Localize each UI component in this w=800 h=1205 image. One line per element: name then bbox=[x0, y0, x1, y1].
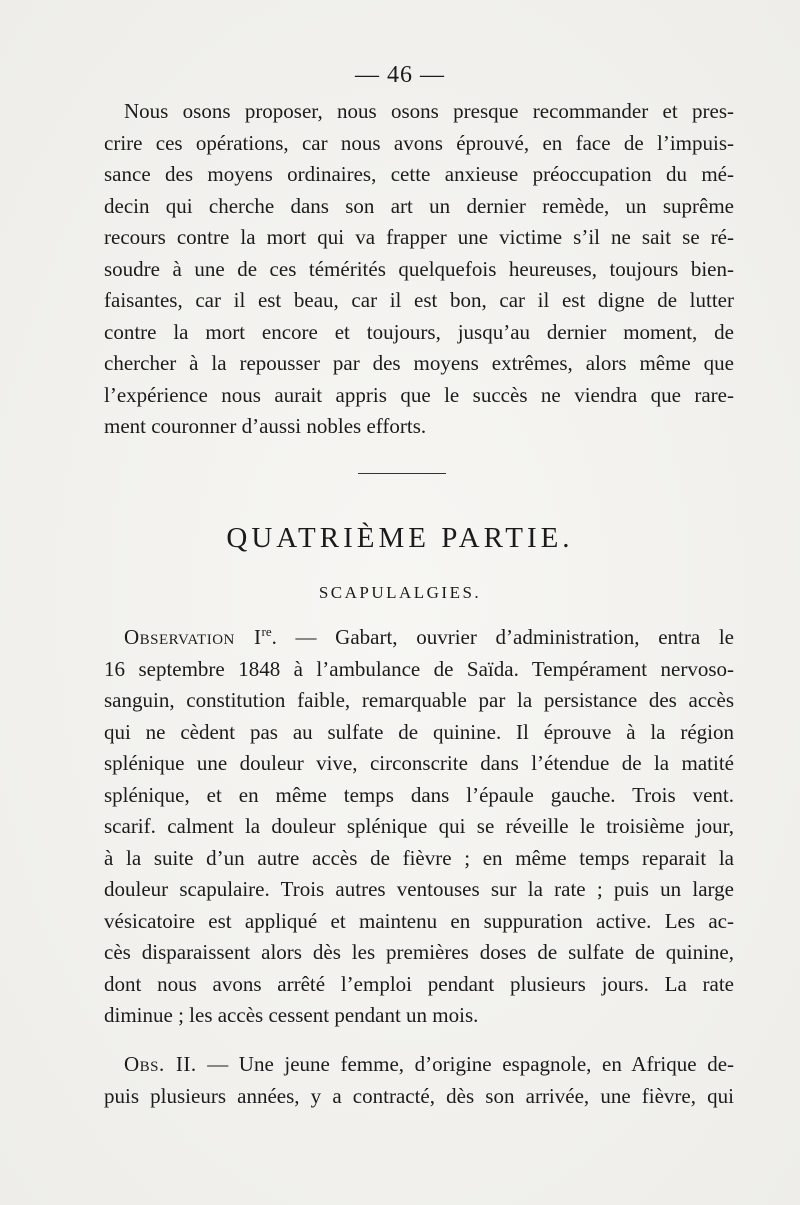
text-line: qui ne cèdent pas au sulfate de quinine. Il éprouve à la région bbox=[104, 719, 734, 744]
text-line: faisantes, car il est beau, car il est bon, car il est digne de lutter bbox=[104, 288, 734, 312]
text-line: splénique, et en même temps dans l’épaule gauche. Trois vent. bbox=[104, 782, 734, 807]
text-line bbox=[104, 1049, 734, 1081]
observation-first-line: . — Gabart, ouvrier d’administration, entra le bbox=[271, 625, 734, 649]
text-line: sance des moyens ordinaires, cette anxieuse préoccupation du mé- bbox=[104, 162, 734, 186]
text-line: vésicatoire est appliqué et maintenu en suppuration active. Les ac- bbox=[104, 908, 734, 933]
observation-label: Observation I bbox=[124, 625, 262, 649]
page-number: — 46 — bbox=[355, 62, 445, 88]
text-line: decin qui cherche dans son art un dernier remède, un suprême bbox=[104, 193, 734, 218]
text-line: cès disparaissent alors dès les premières doses de sulfate de quinine, bbox=[104, 940, 734, 964]
text-line: chercher à la repousser par des moyens extrêmes, alors même que bbox=[104, 351, 734, 375]
observation-1 bbox=[104, 622, 734, 1032]
text-line: contre la mort encore et toujours, jusqu’au dernier moment, de bbox=[104, 319, 734, 344]
observation-first-line: — Une jeune femme, d’origine espagnole, en Afrique de- bbox=[196, 1052, 735, 1076]
text-line: ment couronner d’aussi nobles efforts. bbox=[104, 414, 427, 438]
part-title: QUATRIÈME PARTIE. bbox=[226, 522, 574, 554]
text-line: à la suite d’un autre accès de fièvre ; en même temps reparait la bbox=[104, 845, 734, 870]
paragraph-intro bbox=[104, 96, 734, 443]
text-line: Nous osons proposer, nous osons presque recommander et pres- bbox=[124, 99, 734, 123]
observation-label: Obs. II. bbox=[124, 1052, 197, 1076]
section-divider bbox=[358, 473, 446, 474]
observation-label-sup: re bbox=[261, 624, 272, 639]
text-line bbox=[104, 622, 734, 654]
text-line: crire ces opérations, car nous avons éprouvé, en face de l’impuis- bbox=[104, 130, 734, 155]
text-line: soudre à une de ces témérités quelquefois heureuses, toujours bien- bbox=[104, 256, 734, 281]
text-line: recours contre la mort qui va frapper une victime s’il ne sait se ré- bbox=[104, 225, 734, 249]
text-line: l’expérience nous aurait appris que le succès ne viendra que rare- bbox=[104, 382, 734, 407]
text-line: dont nous avons arrêté l’emploi pendant plusieurs jours. La rate bbox=[104, 971, 734, 996]
text-line: douleur scapulaire. Trois autres ventouses sur la rate ; puis un large bbox=[104, 877, 734, 901]
text-line: scarif. calment la douleur splénique qui se réveille le troisième jour, bbox=[104, 814, 734, 838]
observation-2 bbox=[104, 1049, 734, 1112]
text-line: splénique une douleur vive, circonscrite dans l’étendue de la matité bbox=[104, 751, 734, 775]
text-line: puis plusieurs années, y a contracté, dès son arrivée, une fièvre, qui bbox=[104, 1083, 734, 1108]
text-line: sanguin, constitution faible, remarquable par la persistance des accès bbox=[104, 688, 734, 712]
text-line: 16 septembre 1848 à l’ambulance de Saïda. Tempérament nervoso- bbox=[104, 656, 734, 681]
section-title: SCAPULALGIES. bbox=[318, 583, 482, 602]
text-line: diminue ; les accès cessent pendant un mois. bbox=[104, 1003, 479, 1027]
